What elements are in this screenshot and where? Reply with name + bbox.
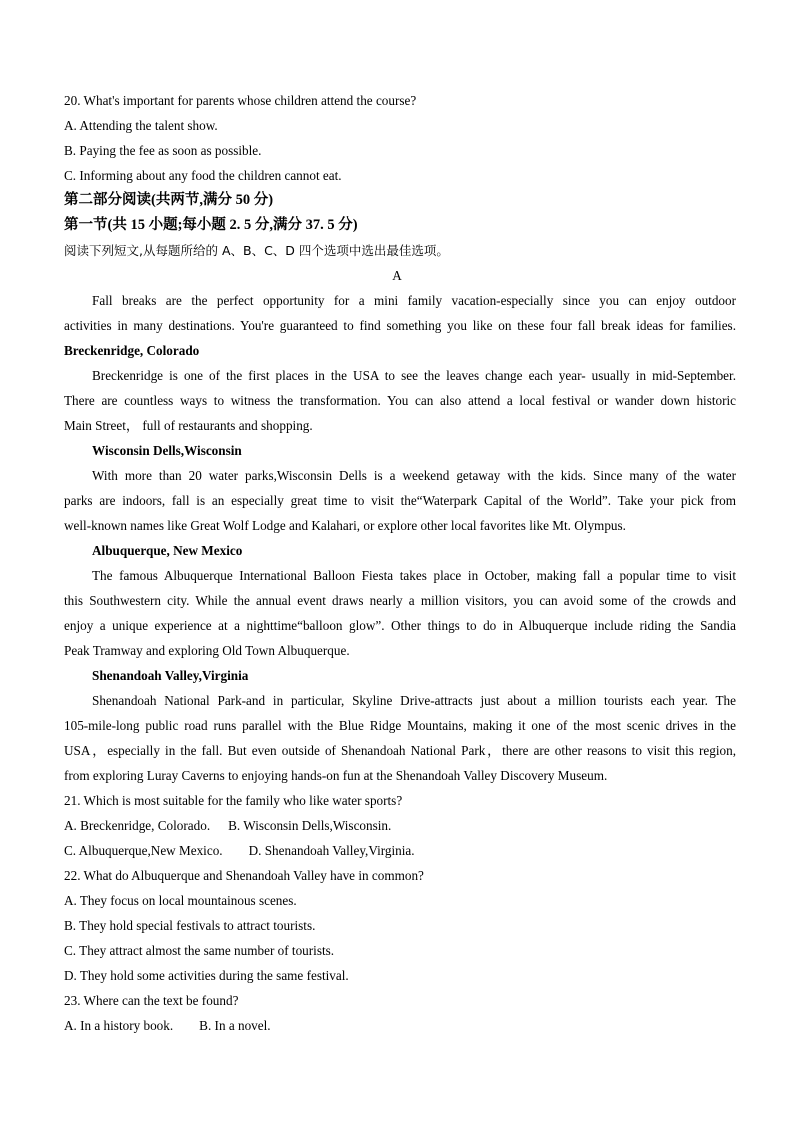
q21-options-row-1 <box>64 813 391 838</box>
shenandoah-line-3: USA，especially in the fall. But even outside of Shenandoah National Park，there are other reasons to visit this region, <box>64 743 736 758</box>
albuquerque-title: Albuquerque, New Mexico <box>92 543 243 558</box>
q23-stem: 23. Where can the text be found? <box>64 993 239 1008</box>
q21-option-c: C. Albuquerque,New Mexico. <box>64 843 223 858</box>
wisconsin-line-3: well-known names like Great Wolf Lodge and Kalahari, or explore other local favorites like Mt. Olympus. <box>64 518 626 533</box>
q22-option-a: A. They focus on local mountainous scenes. <box>64 893 297 908</box>
q22-option-b: B. They hold special festivals to attract tourists. <box>64 918 316 933</box>
q21-stem: 21. Which is most suitable for the family who like water sports? <box>64 793 403 808</box>
q22-option-d: D. They hold some activities during the same festival. <box>64 968 349 983</box>
breckenridge-line-1: Breckenridge is one of the first places in the USA to see the leaves change each year- usually in mid-September. <box>92 368 736 383</box>
q20-option-a: A. Attending the talent show. <box>64 118 218 133</box>
q21-option-d: D. Shenandoah Valley,Virginia. <box>248 843 415 858</box>
q20-option-b: B. Paying the fee as soon as possible. <box>64 143 262 158</box>
q21-option-a: A. Breckenridge, Colorado. <box>64 818 211 833</box>
wisconsin-line-1: With more than 20 water parks,Wisconsin Dells is a weekend getaway with the kids. Since many of the water <box>92 468 736 483</box>
shenandoah-line-2: 105-mile-long public road runs parallel with the Blue Ridge Mountains, making it one of the most scenic drives in the <box>64 718 736 733</box>
q21-option-b: B. Wisconsin Dells,Wisconsin. <box>228 818 392 833</box>
intro-line-2: activities in many destinations. You're guaranteed to find something you like on these four fall break ideas for families. <box>64 318 736 333</box>
wisconsin-title: Wisconsin Dells,Wisconsin <box>92 443 242 458</box>
intro-line-1: Fall breaks are the perfect opportunity for a mini family vacation-especially since you can enjoy outdoor <box>92 293 736 308</box>
breckenridge-line-2: There are countless ways to witness the transformation. You can also attend a local festival or wander down historic <box>64 393 736 408</box>
q21-options-row-2 <box>64 838 415 863</box>
q23-options-row <box>64 1013 271 1038</box>
q20-stem: 20. What's important for parents whose children attend the course? <box>64 93 417 108</box>
q23-option-b: B. In a novel. <box>199 1018 271 1033</box>
q23-option-a: A. In a history book. <box>64 1018 174 1033</box>
wisconsin-line-2: parks are indoors, fall is an especially great time to visit the“Waterpark Capital of the World”. Take your pick from <box>64 493 736 508</box>
instruction: 阅读下列短文,从每题所给的 A、B、C、D 四个选项中选出最佳选项。 <box>64 243 449 258</box>
albuquerque-line-1: The famous Albuquerque International Balloon Fiesta takes place in October, making fall a popular time to visit <box>92 568 736 583</box>
q22-stem: 22. What do Albuquerque and Shenandoah Valley have in common? <box>64 868 424 883</box>
albuquerque-line-2: this Southwestern city. While the annual event draws nearly a million visitors, you can avoid some of the crowds and <box>64 593 736 608</box>
albuquerque-line-4: Peak Tramway and exploring Old Town Albuquerque. <box>64 643 350 658</box>
shenandoah-line-4: from exploring Luray Caverns to enjoying hands-on fun at the Shenandoah Valley Discovery Museum. <box>64 768 608 783</box>
passage-label: A <box>392 268 402 283</box>
q20-option-c: C. Informing about any food the children cannot eat. <box>64 168 342 183</box>
albuquerque-line-3: enjoy a unique experience at a nighttime“balloon glow”. Other things to do in Albuquerque include riding the Sandia <box>64 618 736 633</box>
shenandoah-title: Shenandoah Valley,Virginia <box>92 668 249 683</box>
sub-title: 第一节(共 15 小题;每小题 2. 5 分,满分 37. 5 分) <box>64 217 358 233</box>
part-title: 第二部分阅读(共两节,满分 50 分) <box>64 192 274 208</box>
shenandoah-line-1: Shenandoah National Park-and in particular, Skyline Drive-attracts just about a million tourists each year. The <box>92 693 736 708</box>
q22-option-c: C. They attract almost the same number of tourists. <box>64 943 335 958</box>
breckenridge-title: Breckenridge, Colorado <box>64 343 200 358</box>
breckenridge-line-3: Main Street， full of restaurants and shopping. <box>64 418 313 433</box>
